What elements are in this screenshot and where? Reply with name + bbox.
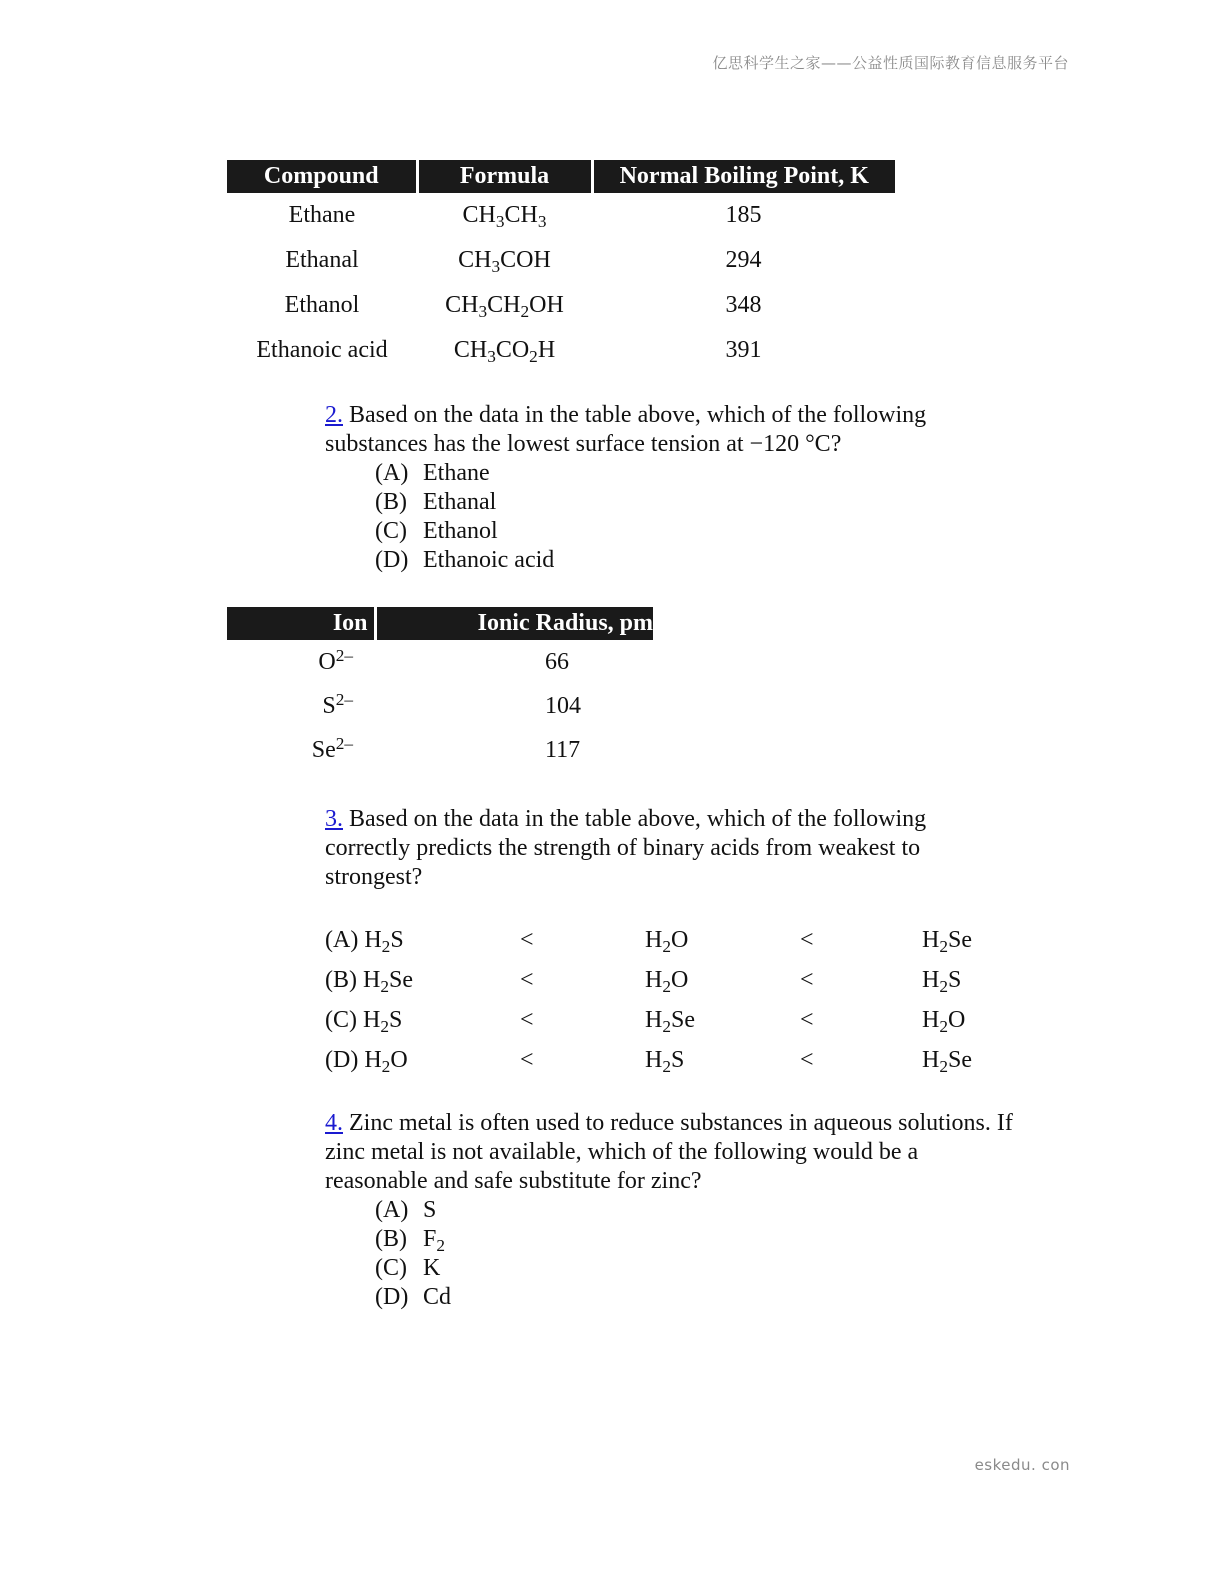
option-second-acid	[645, 960, 800, 1000]
less-than-sign: <	[520, 966, 534, 993]
question-4-text: Zinc metal is often used to reduce substances in aqueous solutions. If zinc metal is not available, which of the following would be a reasonable and safe substitute for zinc?	[325, 1110, 1013, 1194]
option-second-acid	[645, 1000, 800, 1040]
formula-subscript: 2	[520, 302, 530, 322]
option-third-acid	[922, 920, 1002, 960]
answer-option[interactable]	[375, 459, 975, 488]
formula-subscript: 2	[939, 1016, 948, 1036]
answer-option[interactable]	[375, 1254, 1025, 1283]
ion-charge: 2–	[335, 645, 353, 665]
header-boiling-point: Normal Boiling Point, K	[592, 160, 895, 193]
ion-base: S	[322, 692, 336, 719]
formula-part: O	[670, 926, 689, 953]
option-second-acid	[645, 920, 800, 960]
ion-symbol	[227, 684, 375, 728]
compound-name: Ethanol	[284, 292, 360, 318]
formula-part: S	[388, 1006, 403, 1033]
formula-subscript: 2	[380, 1016, 389, 1036]
formula-part: H	[645, 1046, 663, 1073]
formula-part: COH	[500, 247, 551, 273]
option-text	[423, 1226, 445, 1256]
header-ion: Ion	[227, 607, 375, 640]
formula-subscript: 3	[495, 212, 505, 232]
boiling-point-value: 185	[725, 202, 762, 228]
option-letter: (C)	[375, 1255, 407, 1281]
formula-part: H	[645, 966, 663, 993]
less-than-sign: <	[800, 1006, 814, 1033]
formula-part: Se	[947, 1046, 972, 1073]
ionic-radius-table	[227, 607, 653, 772]
compound-name: Ethane	[288, 202, 356, 228]
option-text	[423, 460, 490, 486]
formula-subscript: 2	[662, 1016, 671, 1036]
option-third-acid	[922, 960, 1002, 1000]
option-letter: (A)	[375, 460, 409, 486]
option-first-acid	[325, 960, 520, 1000]
formula-part: CO	[495, 337, 530, 363]
option-letter: (B)	[375, 489, 407, 515]
option-first-acid	[325, 920, 520, 960]
question-2-number-link[interactable]: 2.	[325, 402, 343, 428]
formula-part: H	[363, 966, 381, 993]
ion-symbol	[227, 640, 375, 684]
formula-subscript: 2	[939, 976, 948, 996]
formula-part: H	[922, 1006, 940, 1033]
less-than-sign: <	[800, 966, 814, 993]
ion-charge: 2–	[335, 689, 353, 709]
formula-part: Se	[388, 966, 413, 993]
option-letter: (A)	[375, 1197, 409, 1223]
table-row	[227, 328, 895, 373]
answer-option[interactable]	[375, 1225, 1025, 1254]
option-text	[423, 518, 498, 544]
question-2-options	[375, 459, 975, 575]
answer-option[interactable]	[375, 546, 975, 575]
formula-part: CH	[453, 337, 488, 363]
formula-part: Se	[670, 1006, 695, 1033]
header-ionic-radius: Ionic Radius, pm	[375, 607, 653, 640]
formula-subscript: 2	[529, 347, 538, 367]
formula-part: CH	[445, 292, 479, 318]
formula-part: F	[423, 1226, 437, 1252]
formula-subscript: 3	[491, 257, 501, 277]
formula-part: CH	[462, 202, 496, 228]
formula-part: H	[645, 1006, 663, 1033]
formula-subscript: 3	[537, 212, 547, 232]
option-text	[423, 1197, 436, 1223]
question-2-text: Based on the data in the table above, which of the following substances has the lowest surface tension at −120 °C?	[325, 402, 927, 457]
ion-charge: 2–	[335, 733, 353, 753]
formula-subscript: 2	[436, 1236, 445, 1256]
ionic-radius-value: 104	[545, 692, 581, 719]
formula-subscript: 2	[381, 936, 391, 956]
table-row	[227, 684, 653, 728]
question-4	[325, 1109, 1025, 1312]
formula-part: Ethane	[423, 460, 490, 486]
answer-option[interactable]	[375, 517, 975, 546]
question-4-options	[375, 1196, 1025, 1312]
compound-name: Ethanal	[285, 247, 359, 273]
formula-part: O	[670, 966, 689, 993]
formula-part: S	[423, 1197, 437, 1223]
question-3-text: Based on the data in the table above, which of the following correctly predicts the strength of binary acids from weakest to strongest?	[325, 806, 927, 890]
question-2-stem	[325, 401, 975, 459]
formula-subscript: 3	[478, 302, 488, 322]
ion-base: O	[318, 648, 336, 675]
option-letter: (B)	[375, 1226, 407, 1252]
question-3	[325, 805, 965, 892]
header-site-note: 亿思科学生之家——公益性质国际教育信息服务平台	[712, 54, 1069, 72]
ion-base: Se	[311, 736, 336, 763]
formula-part: H	[922, 926, 940, 953]
option-third-acid	[922, 1040, 1002, 1080]
compound-formula	[417, 193, 592, 238]
table-row	[227, 193, 895, 238]
formula-part: S	[670, 1046, 685, 1073]
option-letter: (B)	[325, 966, 357, 993]
formula-subscript: 2	[381, 1056, 391, 1076]
option-letter: (D)	[375, 547, 409, 573]
compound-formula	[417, 283, 592, 328]
ionic-radius-value: 117	[545, 736, 581, 763]
formula-part: H	[645, 926, 663, 953]
formula-part: Ethanoic acid	[423, 547, 555, 573]
formula-part: O	[947, 1006, 966, 1033]
boiling-point-table	[227, 160, 895, 373]
option-letter: (C)	[375, 518, 407, 544]
table-row	[227, 238, 895, 283]
formula-part: Cd	[423, 1284, 452, 1310]
option-letter: (C)	[325, 1006, 357, 1033]
option-text	[423, 489, 496, 515]
formula-part: O	[390, 1046, 408, 1073]
formula-part: CH	[458, 247, 492, 273]
boiling-point-value: 391	[725, 337, 762, 363]
formula-subscript: 3	[487, 347, 496, 367]
formula-part: S	[947, 966, 962, 993]
question-4-stem	[325, 1109, 1025, 1196]
answer-option[interactable]	[325, 1040, 1002, 1080]
formula-subscript: 2	[939, 936, 948, 956]
table-row	[227, 283, 895, 328]
question-3-stem	[325, 805, 965, 892]
formula-part: CH	[487, 292, 521, 318]
compound-name: Ethanoic acid	[256, 337, 388, 363]
option-third-acid	[922, 1000, 1002, 1040]
formula-part: H	[364, 1046, 382, 1073]
formula-part: H	[364, 926, 382, 953]
question-4-number-link[interactable]: 4.	[325, 1110, 343, 1136]
less-than-sign: <	[800, 1046, 814, 1073]
option-text	[423, 547, 554, 573]
option-letter: (D)	[375, 1284, 409, 1310]
answer-option[interactable]	[375, 488, 975, 517]
option-text	[423, 1255, 440, 1281]
answer-option[interactable]	[325, 1000, 1002, 1040]
question-3-options	[325, 920, 1002, 1080]
formula-subscript: 2	[380, 976, 389, 996]
formula-subscript: 2	[662, 1056, 671, 1076]
question-2	[325, 401, 975, 575]
question-3-number-link[interactable]: 3.	[325, 806, 343, 832]
formula-subscript: 2	[662, 976, 671, 996]
answer-option[interactable]	[325, 960, 1002, 1000]
formula-part: CH	[504, 202, 538, 228]
ion-symbol	[227, 728, 375, 772]
option-letter: (D)	[325, 1046, 359, 1073]
formula-subscript: 2	[939, 1056, 948, 1076]
answer-option[interactable]	[325, 920, 1002, 960]
formula-part: Ethanol	[423, 518, 498, 544]
option-second-acid	[645, 1040, 800, 1080]
option-first-acid	[325, 1040, 520, 1080]
formula-part: S	[390, 926, 404, 953]
footer-site: eskedu. con	[974, 1456, 1070, 1474]
compound-formula	[417, 328, 592, 373]
answer-option[interactable]	[375, 1196, 1025, 1225]
ionic-radius-value: 66	[545, 648, 569, 675]
formula-part: H	[922, 1046, 940, 1073]
boiling-point-value: 294	[725, 247, 762, 273]
option-text	[423, 1284, 451, 1310]
answer-option[interactable]	[375, 1283, 1025, 1312]
formula-part: Ethanal	[423, 489, 497, 515]
header-formula: Formula	[417, 160, 592, 193]
header-compound: Compound	[227, 160, 417, 193]
less-than-sign: <	[520, 1046, 534, 1073]
table-row	[227, 640, 653, 684]
formula-subscript: 2	[662, 936, 671, 956]
less-than-sign: <	[800, 926, 814, 953]
formula-part: Se	[947, 926, 972, 953]
formula-part: H	[537, 337, 556, 363]
table-row	[227, 728, 653, 772]
formula-part: H	[363, 1006, 381, 1033]
less-than-sign: <	[520, 926, 534, 953]
formula-part: H	[922, 966, 940, 993]
less-than-sign: <	[520, 1006, 534, 1033]
option-letter: (A)	[325, 926, 359, 953]
boiling-point-value: 348	[725, 292, 762, 318]
option-first-acid	[325, 1000, 520, 1040]
compound-formula	[417, 238, 592, 283]
formula-part: K	[423, 1255, 441, 1281]
formula-part: OH	[529, 292, 564, 318]
